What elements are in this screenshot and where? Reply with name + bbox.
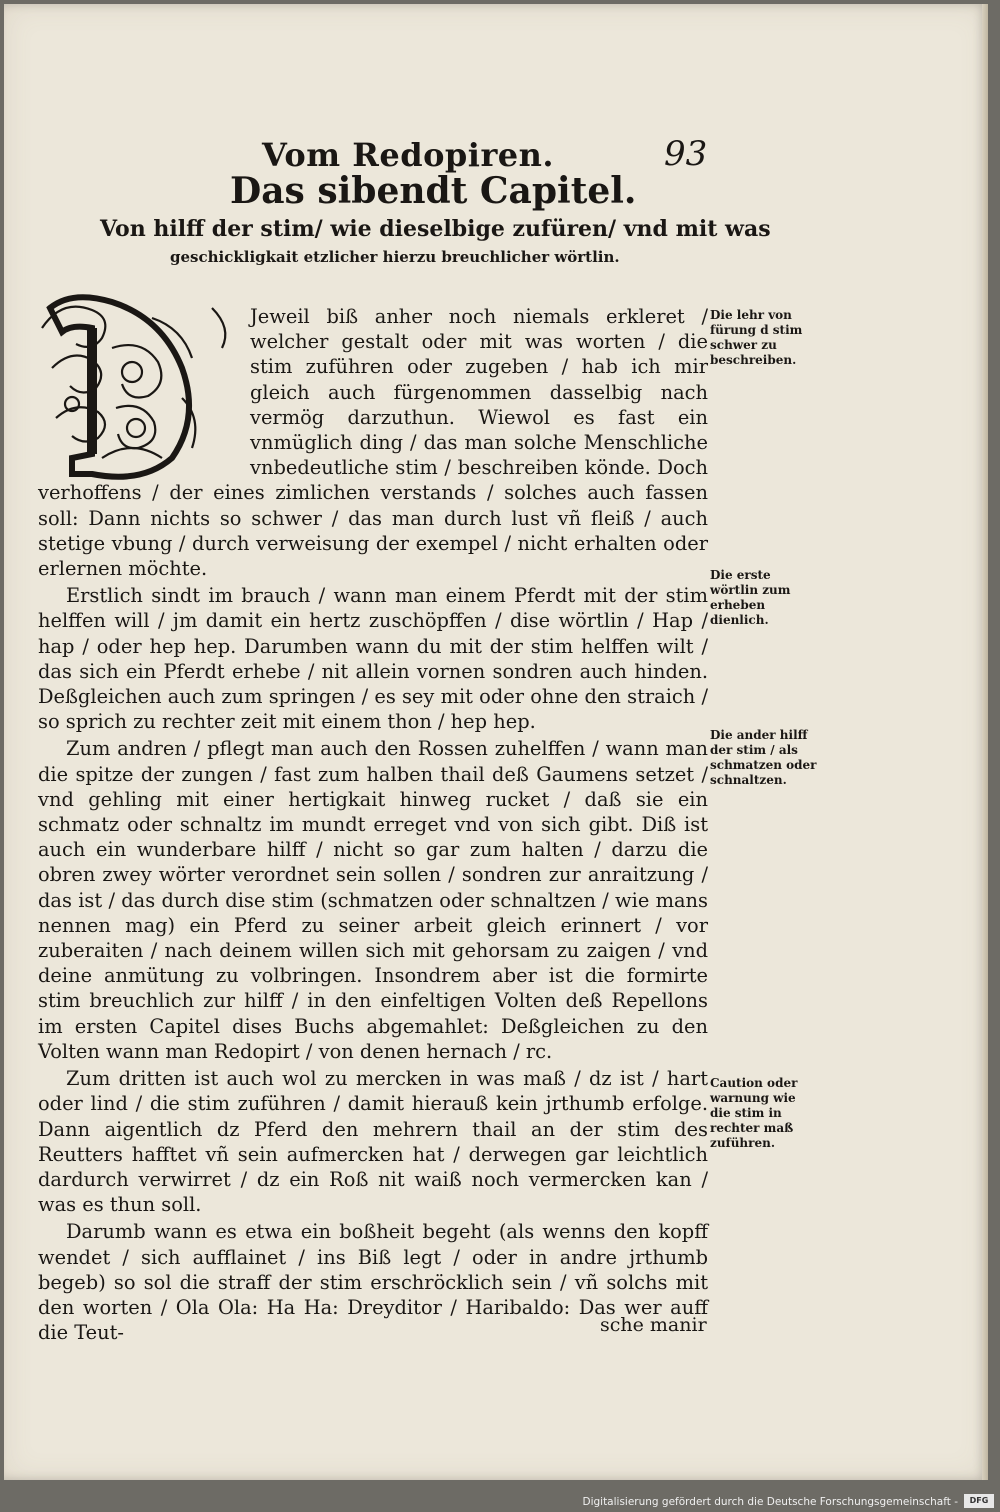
margin-note-1: Die lehr von fürung d stim schwer zu beschreiben. — [710, 308, 803, 367]
main-text-block — [38, 304, 708, 1347]
chapter-title: Das sibendt Capitel. — [230, 170, 637, 212]
page-number: 93 — [664, 134, 708, 174]
book-page — [4, 4, 988, 1480]
paragraph-2: Erstlich sindt im brauch / wann man einem Pferdt mit der stim helffen will / jm damit ein hertz zuschöpffen / dise wörtlin / Hap / hap / oder hep hep. Darumben wann du mit der stim helffen wilt / das sich ein Pferdt erhebe / nit allein vornen sondren auch hinden. Deßgleichen auch zum springen / es sey mit oder ohne den straich / so sprich zu rechter zeit mit einem thon / hep hep. — [38, 584, 708, 734]
paragraph-1: Jeweil biß anher noch niemals erkleret / welcher gestalt oder mit was worten / die stim zuführen oder zugeben / hab ich mir gleich auch fürgenommen dasselbig nach vermög darzuthun. Wiewol es fast ein vnmüglich ding / das man solche Menschliche vnbedeutliche stim / beschreiben könde. Doch verhoffens / der eines zimlichen verstands / solches auch fassen soll: Dann nichts so schwer / das man durch lust vñ fleiß / auch stetige vbung / durch verweisung der exempel / nicht erhalten oder erlernen möchte. — [38, 305, 708, 581]
chapter-subtitle-line1: Von hilff der stim/ wie dieselbige zufüren/ vnd mit was — [100, 216, 771, 242]
margin-note-2: Die erste wörtlin zum erheben dienlich. — [710, 568, 791, 627]
paragraph-5: Darumb wann es etwa ein boßheit begeht (als wenns den kopff wendet / sich aufflainet / ins Biß legt / oder in andre jrthumb begeb) so sol die straff der stim erschröcklich sein / vñ solchs mit den worten / Ola Ola: Ha Ha: Dreyditor / Haribaldo: Das wer auff die Teut- — [38, 1220, 708, 1345]
paragraph-4: Zum dritten ist auch wol zu mercken in was maß / dz ist / hart oder lind / die stim zuführen / damit hierauß kein jrthumb erfolge. Dann aigentlich dz Pferd den mehrern thail an der stim des Reutters hafftet vñ sein aufmercken hat / derwegen gar leichtlich dardurch verwirret / dz ein Roß nit waiß noch vermercken kan / was es thun soll. — [38, 1067, 708, 1217]
paragraph-3: Zum andren / pflegt man auch den Rossen zuhelffen / wann man die spitze der zungen / fast zum halben thail deß Gaumens setzet / vnd gehling mit einer hertigkait hinweg rucket / daß sie ein schmatz oder schnaltz im mundt erreget vnd von sich gibt. Diß ist auch ein wunderbare hilff / nicht so gar zum halten / darzu die obren zwey wörter verordnet sein sollen / sondren zur anraitzung / das ist / das durch dise stim (schmatzen oder schnaltzen / wie mans nennen mag) ein Pferd zu seiner arbeit gleich erinnert / vor zuberaiten / nach deinem willen sich mit gehorsam zu zaigen / vnd deine anmütung zu volbringen. Insondrem aber ist die formirte stim breuchlich zur hilff / in den einfeltigen Volten deß Repellons im ersten Capitel dises Buchs abgemahlet: Deßgleichen zu den Volten wann man Redopirt / von denen hernach / rc. — [38, 737, 708, 1063]
running-head: Vom Redopiren. — [262, 136, 555, 174]
footer-credit: Digitalisierung gefördert durch die Deutsche Forschungsgemeinschaft - — [582, 1496, 958, 1508]
catchword: sche manir — [600, 1314, 707, 1336]
dfg-logo: DFG — [964, 1494, 994, 1508]
margin-note-4: Caution oder warnung wie die stim in rechter maß zuführen. — [710, 1076, 798, 1150]
margin-note-3: Die ander hilff der stim / als schmatzen oder schnaltzen. — [710, 728, 817, 787]
chapter-subtitle-line2: geschickligkait etzlicher hierzu breuchlicher wörtlin. — [170, 248, 620, 266]
